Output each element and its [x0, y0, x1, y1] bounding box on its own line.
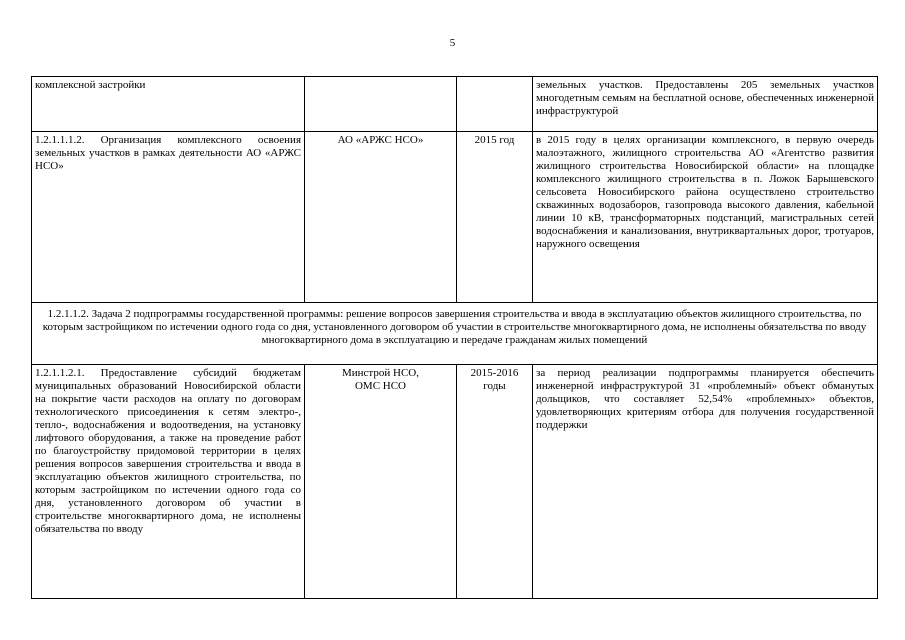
executor-cell [305, 77, 457, 132]
measure-cell: 1.2.1.1.1.2. Организация комплексного освоения земельных участков в рамках деятельности АО «АРЖС НСО» [32, 132, 305, 303]
result-cell: земельных участков. Предоставлены 205 земельных участков многодетным семьям на бесплатной основе, обеспеченных инженерной инфраструктурой [533, 77, 878, 132]
table-row [32, 303, 878, 365]
table-row [32, 365, 878, 599]
table-row [32, 77, 878, 132]
result-cell: за период реализации подпрограммы планируется обеспечить инженерной инфраструктурой 31 «проблемный» объект обманутых дольщиков, что составляет 52,54% «проблемных» объектов, удовлетворяющих критериям отбора для получения государственной поддержки [533, 365, 878, 599]
executor-cell: Минстрой НСО, ОМС НСО [305, 365, 457, 599]
task-heading-cell: 1.2.1.1.2. Задача 2 подпрограммы государственной программы: решение вопросов завершения строительства и ввода в эксплуатацию объектов жилищного строительства, по которым застройщиком по истечении одного года со дня, установленного договором об участии в строительстве многоквартирного дома, не исполнены обязательства по вводу многоквартирного дома в эксплуатацию и передаче гражданам жилых помещений [32, 303, 878, 365]
measure-cell: 1.2.1.1.2.1. Предоставление субсидий бюджетам муниципальных образований Новосибирской области на покрытие части расходов на оплату по договорам технологического присоединения к сетям электро-, тепло-, водоснабжения и водоотведения, на установку лифтового оборудования, а также на проведение работ по благоустройству придомовой территории в целях решения вопросов завершения строительства и ввода в эксплуатацию объектов жилищного строительства, по которым застройщиком по истечении одного года со дня, установленного договором об участии в строительстве многоквартирного дома, не исполнены обязательства по вводу [32, 365, 305, 599]
result-cell: в 2015 году в целях организации комплексного, в первую очередь малоэтажного, жилищного строительства АО «Агентство развития жилищного строительства Новосибирской области» на площадке комплексного жилищного строительства в п. Ложок Барышевского сельсовета Новосибирского района осуществлено строительство скважинных водозаборов, газопровода высокого давления, кабельной линии 10 кВ, трансформаторных подстанций, магистральных сетей водоснабжения и канализования, внутриквартальных дорог, тротуаров, наружного освещения [533, 132, 878, 303]
program-table [31, 76, 878, 599]
period-cell: 2015 год [457, 132, 533, 303]
executor-cell: АО «АРЖС НСО» [305, 132, 457, 303]
period-cell [457, 77, 533, 132]
measure-cell: комплексной застройки [32, 77, 305, 132]
page-number: 5 [449, 37, 456, 49]
table-row [32, 132, 878, 303]
period-cell: 2015-2016 годы [457, 365, 533, 599]
